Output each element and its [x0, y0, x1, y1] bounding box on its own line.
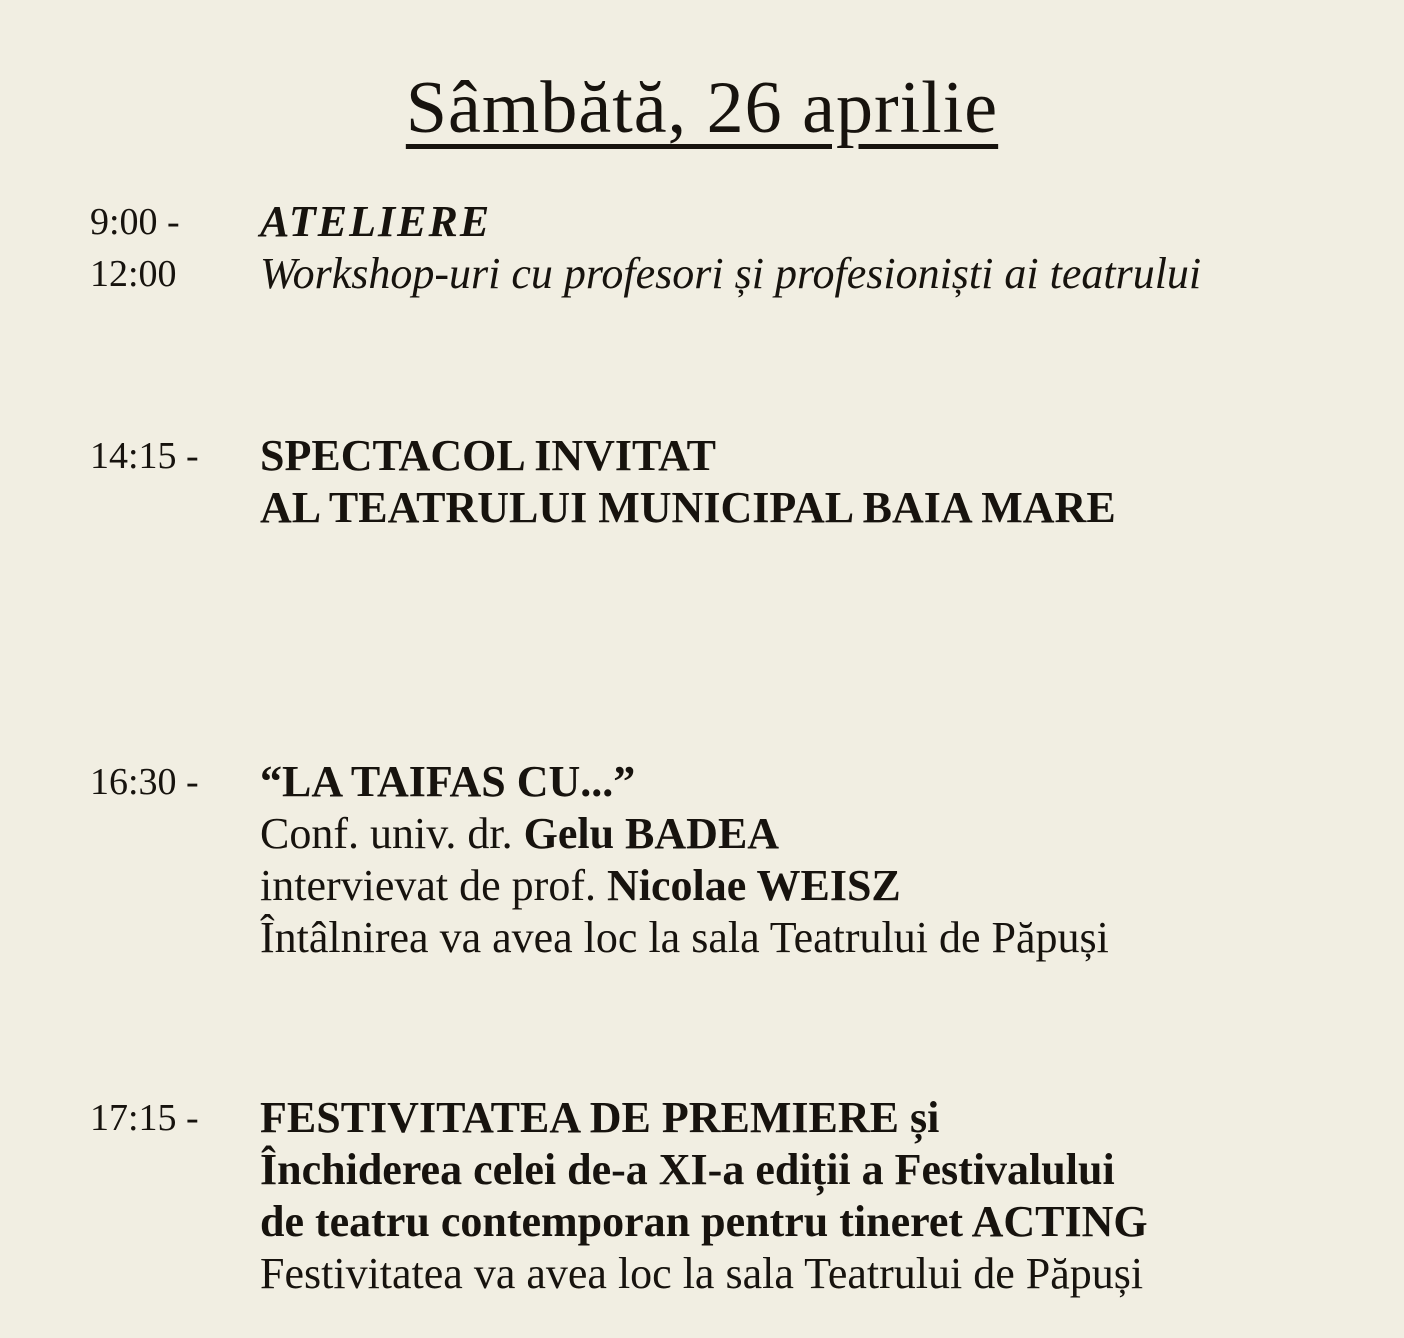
page-title: Sâmbătă, 26 aprilie [405, 66, 999, 149]
time-start: 16:30 - [90, 761, 199, 803]
time-end: 12:00 [90, 253, 177, 295]
entry-detail-line [260, 808, 1404, 860]
schedule-entry-ateliere [0, 196, 1404, 300]
entry-time [90, 756, 260, 808]
entry-title-line: AL TEATRULUI MUNICIPAL BAIA MARE [260, 483, 1116, 532]
entry-body [260, 430, 1404, 534]
entry-body [260, 756, 1404, 964]
entry-title: ATELIERE [260, 197, 492, 246]
entry-title-line: de teatru contemporan pentru tineret ACTING [260, 1197, 1148, 1246]
entry-note: Întâlnirea va avea loc la sala Teatrului de Păpuși [260, 913, 1109, 962]
entry-time [90, 430, 260, 482]
entry-time [90, 1092, 260, 1144]
entry-time [90, 196, 260, 300]
entry-title-line: FESTIVITATEA DE PREMIERE și [260, 1093, 940, 1142]
entry-body [260, 196, 1404, 300]
entry-body [260, 1092, 1404, 1300]
detail-prefix: intervievat de prof. [260, 861, 607, 910]
guest-name: Gelu BADEA [523, 809, 780, 858]
time-start: 14:15 - [90, 435, 199, 477]
interviewer-name: Nicolae WEISZ [606, 861, 901, 910]
schedule-entry-festivitatea [0, 1092, 1404, 1300]
detail-prefix: Conf. univ. dr. [260, 809, 524, 858]
schedule-entry-la-taifas [0, 756, 1404, 964]
entry-title-line: SPECTACOL INVITAT [260, 431, 716, 480]
entry-detail-line [260, 860, 1404, 912]
entry-note: Festivitatea va avea loc la sala Teatrului de Păpuși [260, 1249, 1144, 1298]
time-start: 17:15 - [90, 1097, 199, 1139]
entry-title-line: Închiderea celei de-a XI-a ediții a Festivalului [260, 1145, 1115, 1194]
entry-subtitle: Workshop-uri cu profesori și profesioniști ai teatrului [260, 249, 1202, 298]
entry-title: “LA TAIFAS CU...” [260, 757, 636, 806]
time-start: 9:00 - [90, 201, 180, 243]
schedule-entry-spectacol-invitat [0, 430, 1404, 534]
